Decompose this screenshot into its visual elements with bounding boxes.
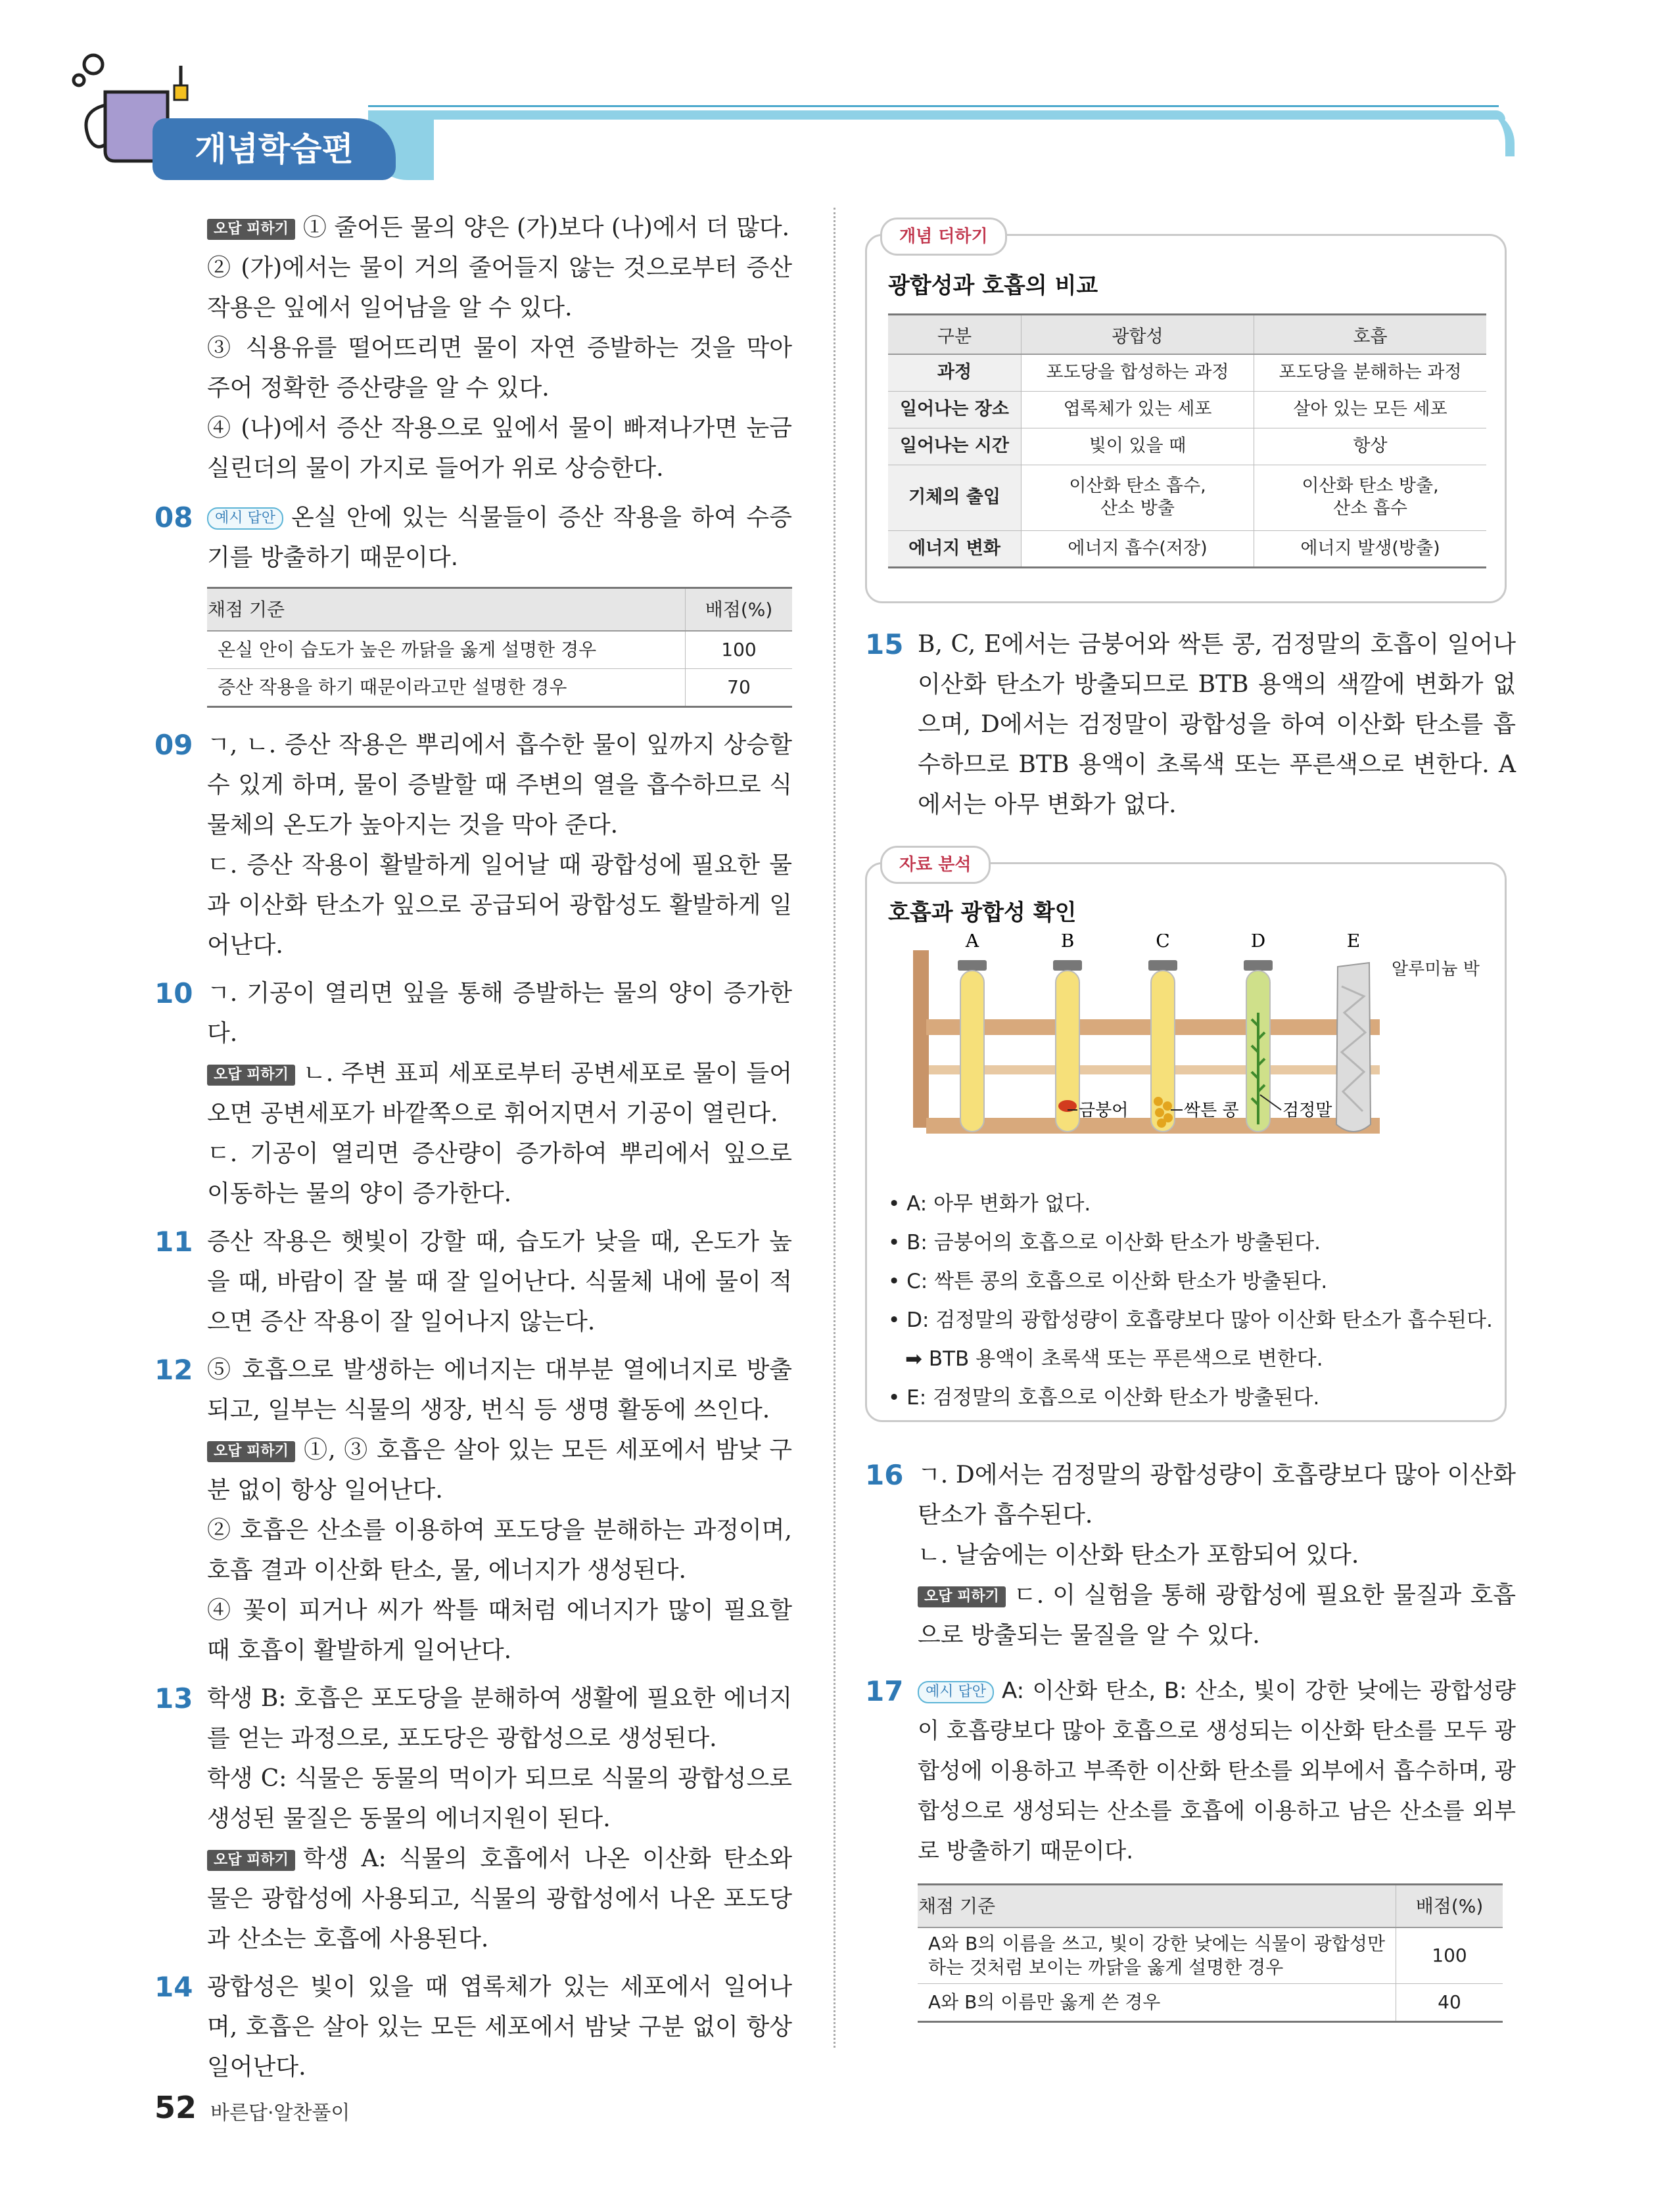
answer-line: ㄴ. 주변 표피 세포로부터 공변세포로 물이 들어오면 공변세포가 바깥쪽으로 휘어지면서 기공이 열린다. — [207, 1060, 792, 1127]
tube-a — [958, 934, 987, 1132]
analysis-item: • B: 금붕어의 호흡으로 이산화 탄소가 방출된다. — [888, 1231, 1321, 1255]
score-header: 배점(%) — [1396, 1885, 1503, 1928]
left-column — [154, 208, 792, 2095]
score-table — [207, 587, 792, 708]
intro-line: ③ 식용유를 떨어뜨리면 물이 자연 증발하는 것을 막아 주어 정확한 증산량을 알 수 있다. — [207, 334, 792, 402]
question-11 — [154, 1222, 792, 1342]
concept-box — [865, 227, 1507, 603]
cmp-cell: 빛이 있을 때 — [1022, 428, 1254, 465]
cmp-cell: 항상 — [1254, 428, 1487, 465]
rack-post — [913, 950, 929, 1128]
cmp-cell: 포도당을 합성하는 과정 — [1022, 354, 1254, 391]
header-rule — [368, 105, 1499, 107]
analysis-list — [888, 1185, 1493, 1417]
intro-item — [154, 208, 792, 488]
score-criterion: A와 B의 이름만 옳게 쓴 경우 — [918, 1984, 1396, 2022]
cmp-cell: 엽록체가 있는 세포 — [1022, 391, 1254, 428]
tube-b — [1053, 934, 1082, 1132]
wrong-badge: 오답 피하기 — [207, 1065, 295, 1086]
wrong-badge: 오답 피하기 — [918, 1586, 1006, 1607]
answer-line: 광합성은 빛이 있을 때 엽록체가 있는 세포에서 일어나며, 호흡은 살아 있는 모든 세포에서 밤낮 구분 없이 항상 일어난다. — [207, 1973, 792, 2081]
score-header: 채점 기준 — [207, 588, 686, 632]
cmp-cell: 에너지 발생(방출) — [1254, 530, 1487, 567]
header-curve — [1466, 110, 1515, 156]
answer-line: 증산 작용은 햇빛이 강할 때, 습도가 낮을 때, 온도가 높을 때, 바람이 잘 불 때 잘 일어난다. 식물체 내에 물이 적으면 증산 작용이 잘 일어나지 않는다. — [207, 1228, 792, 1335]
tube-d — [1244, 934, 1273, 1132]
question-number: 17 — [865, 1675, 904, 1707]
answer-line: ㄷ. 기공이 열리면 증산량이 증가하여 뿌리에서 잎으로 이동하는 물의 양이 증가한다. — [207, 1140, 792, 1207]
answer-line: ㄷ. 증산 작용이 활발하게 일어날 때 광합성에 필요한 물과 이산화 탄소가 잎으로 공급되어 광합성도 활발하게 일어난다. — [207, 852, 792, 959]
tube-c — [1148, 934, 1177, 1132]
cmp-row-header: 에너지 변화 — [888, 530, 1022, 567]
answer-line: ㄱ. 기공이 열리면 잎을 통해 증발하는 물의 양이 증가한다. — [207, 980, 792, 1047]
answer-line: B, C, E에서는 금붕어와 싹튼 콩, 검정말의 호흡이 일어나 이산화 탄소가 방출되므로 BTB 용액의 색깔에 변화가 없으며, D에서는 검정말이 광합성을 하여 이산화 탄소를 흡수하므로 BTB 용액이 초록색 또는 푸른색으로 변한다. A에서는 아무 변화가 없다. — [918, 631, 1516, 818]
score-header: 채점 기준 — [918, 1885, 1396, 1928]
question-14 — [154, 1967, 792, 2087]
score-value: 70 — [686, 669, 793, 707]
tube-label: C — [1156, 934, 1170, 952]
wrong-badge: 오답 피하기 — [207, 219, 295, 240]
analysis-item: • C: 싹튼 콩의 호흡으로 이산화 탄소가 방출된다. — [888, 1270, 1328, 1293]
data-tag: 자료 분석 — [880, 846, 991, 884]
analysis-item: • D: 검정말의 광합성량이 호흡량보다 많아 이산화 탄소가 흡수된다. — [888, 1308, 1493, 1332]
cmp-cell: 이산화 탄소 흡수, 산소 방출 — [1022, 465, 1254, 530]
score-header: 배점(%) — [686, 588, 793, 632]
score-table — [918, 1883, 1503, 2023]
footer-title: 바른답·알찬풀이 — [210, 2102, 350, 2125]
answer-line: 학생 B: 호흡은 포도당을 분해하여 생활에 필요한 에너지를 얻는 과정으로, 포도당은 광합성으로 생성된다. — [207, 1685, 792, 1752]
cmp-row-header: 일어나는 장소 — [888, 391, 1022, 428]
intro-line: ② (가)에서는 물이 거의 줄어들지 않는 것으로부터 증산 작용은 잎에서 일어남을 알 수 있다. — [207, 254, 792, 321]
tube-label: D — [1250, 934, 1266, 952]
analysis-item: • E: 검정말의 호흡으로 이산화 탄소가 방출된다. — [888, 1386, 1320, 1410]
answer-line: ①, ③ 호흡은 살아 있는 모든 세포에서 밤낮 구분 없이 항상 일어난다. — [207, 1437, 792, 1504]
rack-shelf-top — [920, 1065, 1380, 1074]
question-number: 11 — [154, 1226, 193, 1258]
answer-line: ② 호흡은 산소를 이용하여 포도당을 분해하는 과정이며, 호흡 결과 이산화 탄소, 물, 에너지가 생성된다. — [207, 1517, 792, 1584]
bean-label: 싹튼 콩 — [1184, 1101, 1239, 1120]
concept-title: 광합성과 호흡의 비교 — [888, 273, 1098, 299]
cmp-header: 광합성 — [1022, 315, 1254, 355]
answer-text: A: 이산화 탄소, B: 산소, 빛이 강한 낮에는 광합성량이 호흡량보다 많아 호흡으로 생성되는 이산화 탄소를 모두 광합성에 이용하고 부족한 이산화 탄소를 외부에서 흡수하며, 광합성으로 생성되는 산소를 호흡에 이용하고 남은 산소를 외부로 방출하기 때문이다. — [918, 1678, 1516, 1864]
cmp-cell: 에너지 흡수(저장) — [1022, 530, 1254, 567]
cmp-row-header: 일어나는 시간 — [888, 428, 1022, 465]
score-value: 40 — [1396, 1984, 1503, 2022]
question-13 — [154, 1678, 792, 1959]
question-number: 14 — [154, 1971, 193, 2003]
tube-label: E — [1346, 934, 1361, 952]
question-08 — [154, 497, 792, 708]
experiment-figure — [900, 934, 1492, 1144]
cmp-header: 호흡 — [1254, 315, 1487, 355]
right-column-bottom — [865, 1455, 1516, 2031]
intro-line: ④ (나)에서 증산 작용으로 잎에서 물이 빠져나가면 눈금실린더의 물이 가지로 들어가 위로 상승한다. — [207, 415, 792, 482]
page-number: 52 — [154, 2090, 197, 2125]
tube-label: B — [1060, 934, 1075, 952]
question-12 — [154, 1350, 792, 1671]
question-17 — [865, 1671, 1516, 2023]
example-badge: 예시 답안 — [918, 1681, 994, 1703]
data-title: 호흡과 광합성 확인 — [888, 900, 1077, 926]
cmp-row-header: 과정 — [888, 354, 1022, 391]
wrong-badge: 오답 피하기 — [207, 1850, 295, 1871]
column-divider — [834, 208, 835, 2048]
analysis-conclusion: ➡ BTB 용액이 초록색 또는 푸른색으로 변한다. — [905, 1347, 1323, 1371]
question-number: 10 — [154, 977, 193, 1009]
score-value: 100 — [1396, 1927, 1503, 1984]
score-criterion: 증산 작용을 하기 때문이라고만 설명한 경우 — [207, 669, 686, 707]
foil-wrap-icon — [1336, 963, 1371, 1132]
concept-tag: 개념 더하기 — [880, 218, 1007, 256]
data-analysis-box — [865, 855, 1507, 1422]
example-badge: 예시 답안 — [207, 507, 283, 530]
question-number: 15 — [865, 628, 904, 660]
answer-line: 학생 A: 식물의 호흡에서 나온 이산화 탄소와 물은 광합성에 사용되고, 식물의 광합성에서 나온 포도당과 산소는 호흡에 사용된다. — [207, 1845, 792, 1952]
question-number: 16 — [865, 1459, 904, 1491]
wrong-badge: 오답 피하기 — [207, 1441, 295, 1462]
analysis-item: • A: 아무 변화가 없다. — [888, 1192, 1091, 1216]
cmp-cell: 포도당을 분해하는 과정 — [1254, 354, 1487, 391]
tube-label: A — [965, 934, 979, 952]
answer-line: ㄱ. D에서는 검정말의 광합성량이 호흡량보다 많아 이산화 탄소가 흡수된다. — [918, 1462, 1516, 1529]
cmp-row-header: 기체의 출입 — [888, 465, 1022, 530]
answer-line: 학생 C: 식물은 동물의 먹이가 되므로 식물의 광합성으로 생성된 물질은 동물의 에너지원이 된다. — [207, 1765, 792, 1832]
foil-label: 알루미늄 박 — [1392, 959, 1480, 979]
intro-line: ① 줄어든 물의 양은 (가)보다 (나)에서 더 많다. — [302, 214, 790, 241]
cmp-header: 구분 — [888, 315, 1022, 355]
comparison-table — [888, 313, 1486, 568]
answer-line: ㄱ, ㄴ. 증산 작용은 뿌리에서 흡수한 물이 잎까지 상승할 수 있게 하며, 물이 증발할 때 주변의 열을 흡수하므로 식물체의 온도가 높아지는 것을 막아 준다. — [207, 731, 792, 839]
question-number: 09 — [154, 729, 193, 761]
cmp-cell: 이산화 탄소 방출, 산소 흡수 — [1254, 465, 1487, 530]
score-value: 100 — [686, 631, 793, 669]
score-criterion: 온실 안이 습도가 높은 까닭을 옳게 설명한 경우 — [207, 631, 686, 669]
cmp-cell: 살아 있는 모든 세포 — [1254, 391, 1487, 428]
question-09 — [154, 725, 792, 965]
elodea-label: 검정말 — [1282, 1101, 1332, 1120]
question-15 — [865, 624, 1516, 825]
tube-e — [1336, 934, 1371, 1132]
goldfish-label: 금붕어 — [1079, 1101, 1129, 1120]
answer-line: ㄴ. 날숨에는 이산화 탄소가 포함되어 있다. — [918, 1542, 1359, 1569]
question-10 — [154, 973, 792, 1214]
score-criterion: A와 B의 이름을 쓰고, 빛이 강한 낮에는 식물이 광합성만 하는 것처럼 보이는 까닭을 옳게 설명한 경우 — [918, 1927, 1396, 1984]
section-tab: 개념학습편 — [153, 118, 396, 180]
header-band — [368, 110, 1505, 120]
right-column-top — [865, 624, 1516, 833]
answer-text: 온실 안에 있는 식물들이 증산 작용을 하여 수증기를 방출하기 때문이다. — [207, 504, 792, 571]
answer-line: ④ 꽃이 피거나 씨가 싹틀 때처럼 에너지가 많이 필요할 때 호흡이 활발하게 일어난다. — [207, 1597, 792, 1664]
question-number: 12 — [154, 1354, 193, 1386]
question-16 — [865, 1455, 1516, 1655]
answer-line: ㄷ. 이 실험을 통해 광합성에 필요한 물질과 호흡으로 방출되는 물질을 알 수 있다. — [918, 1582, 1516, 1649]
question-number: 08 — [154, 501, 193, 534]
question-number: 13 — [154, 1682, 193, 1715]
answer-line: ⑤ 호흡으로 발생하는 에너지는 대부분 열에너지로 방출되고, 일부는 식물의 생장, 번식 등 생명 활동에 쓰인다. — [207, 1356, 792, 1423]
